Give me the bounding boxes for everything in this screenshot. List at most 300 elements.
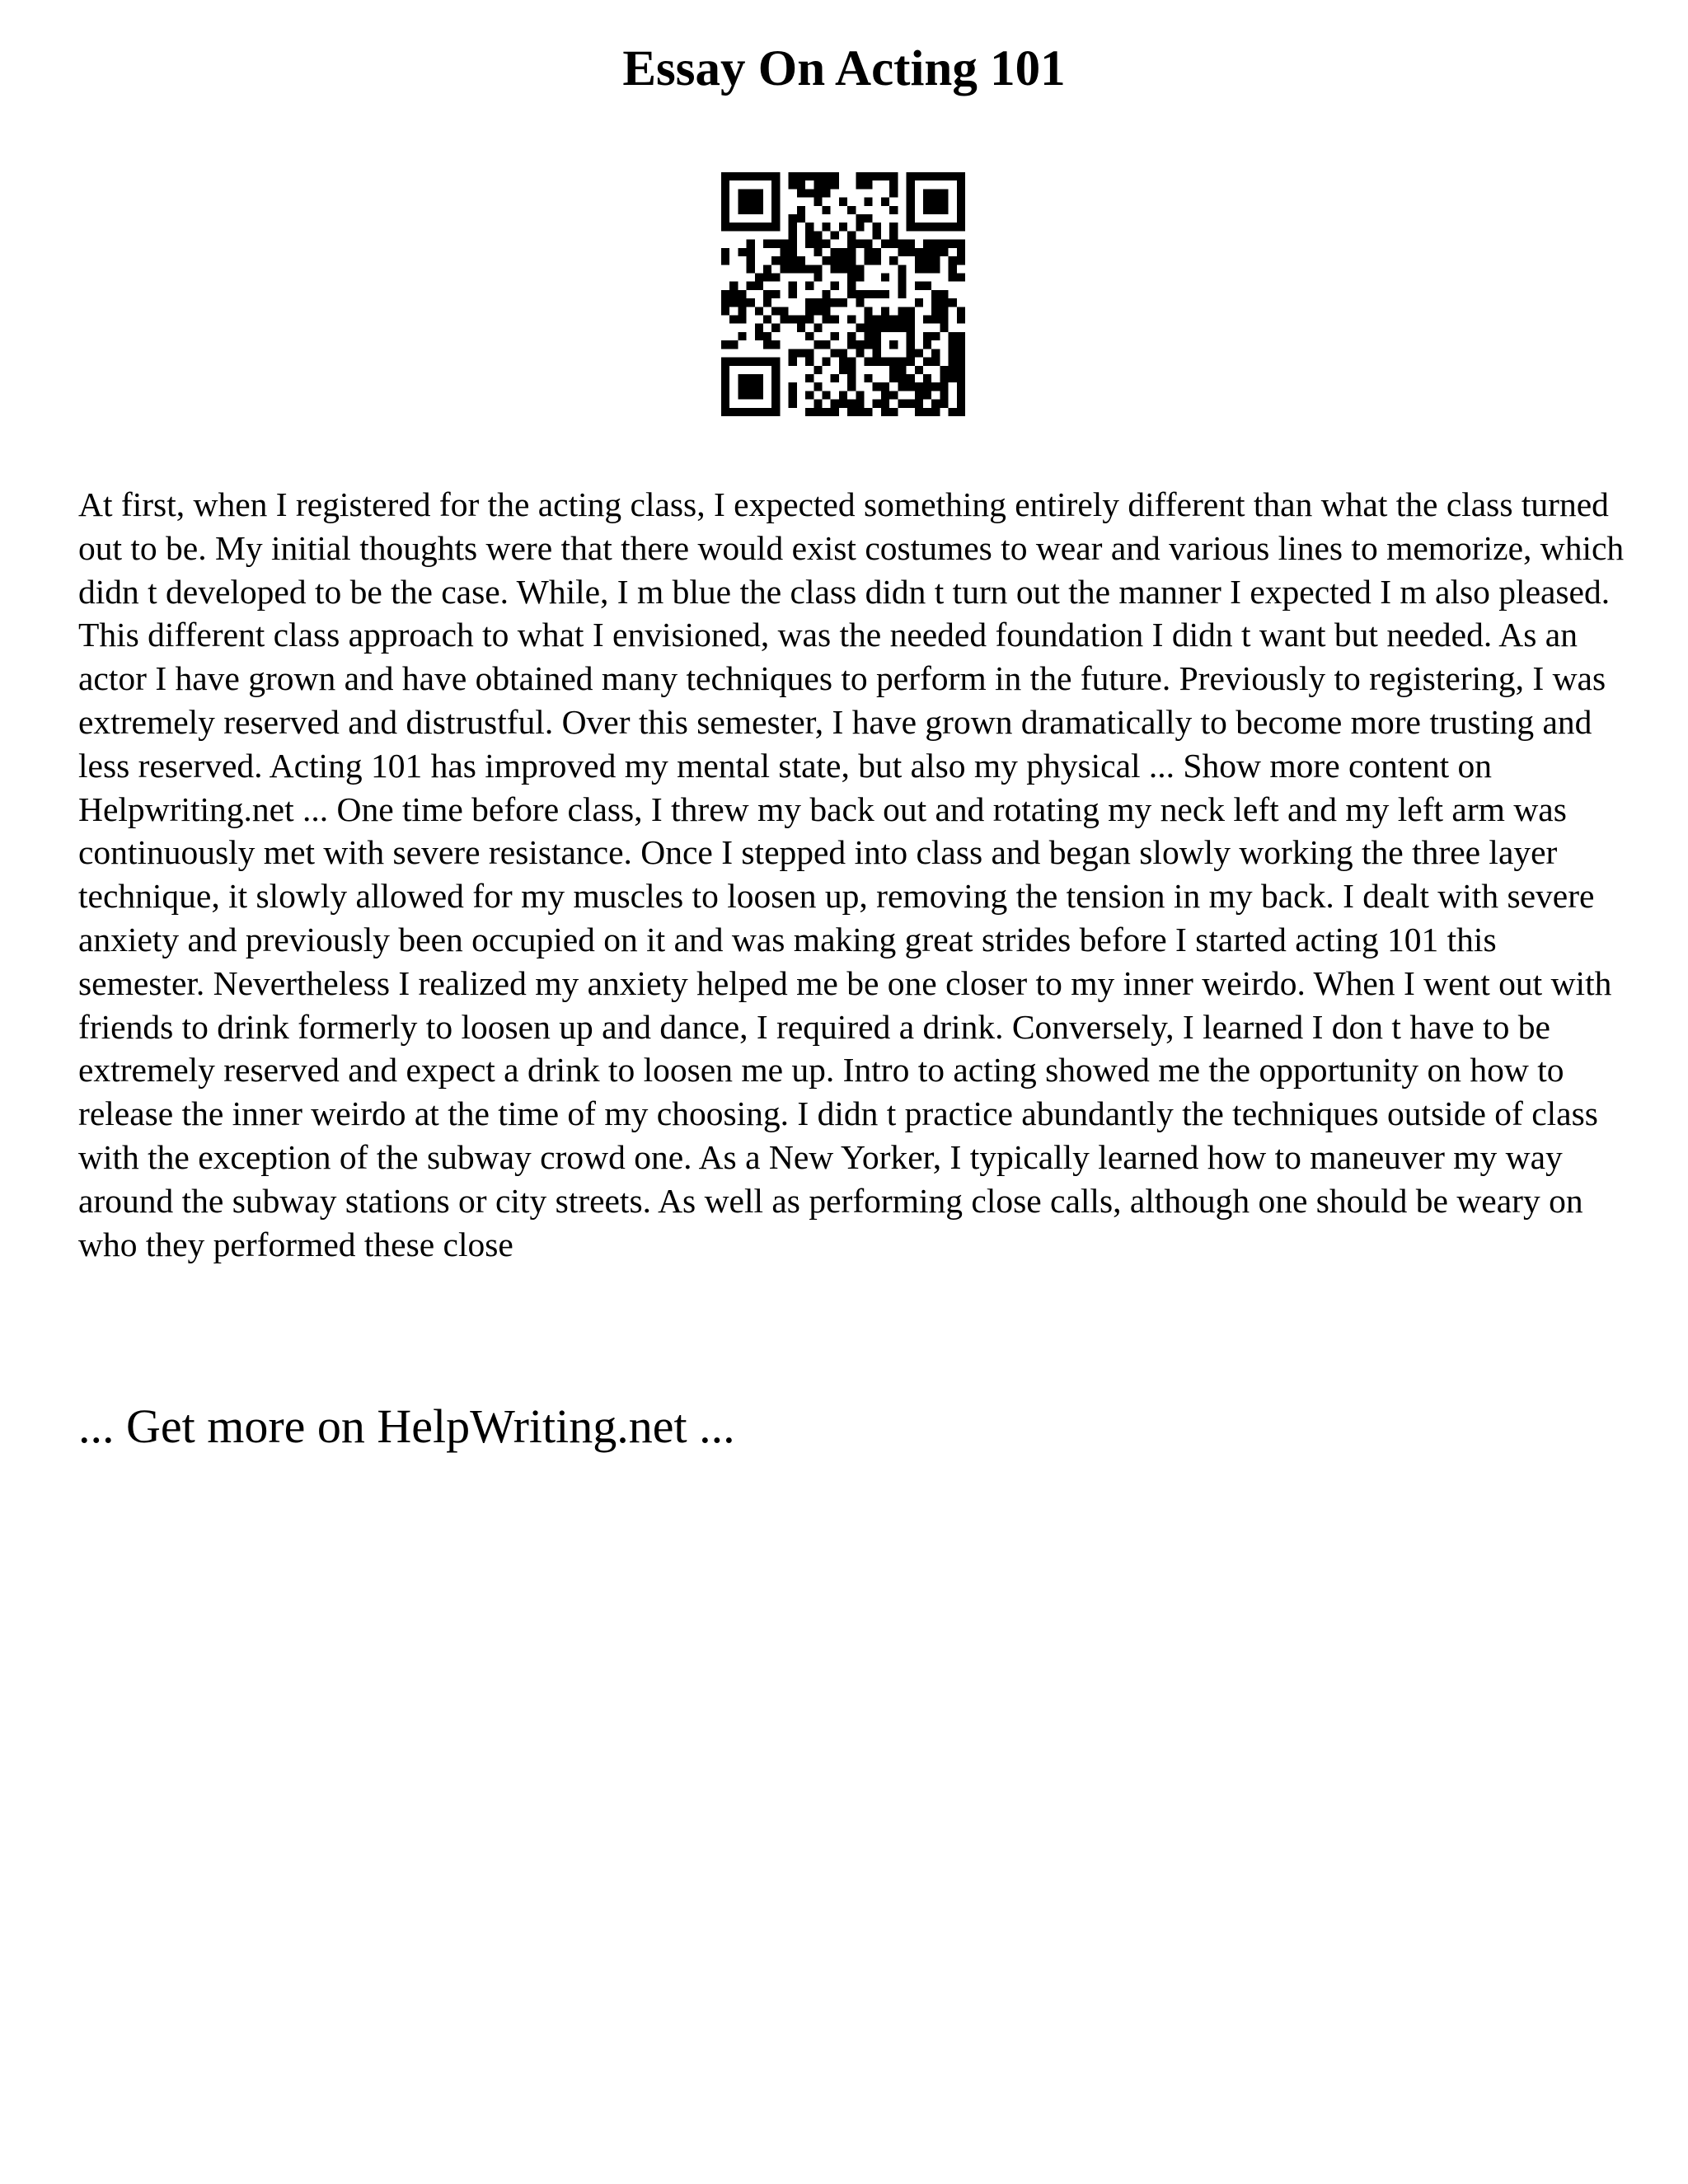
qr-module (881, 290, 889, 298)
qr-module (755, 189, 763, 197)
qr-module (957, 198, 965, 206)
qr-module (865, 198, 873, 206)
qr-module (907, 374, 915, 382)
qr-module (940, 172, 948, 180)
essay-body: At first, when I registered for the acting class, I expected something entirely different than what the class turned out to be. My initial thoughts were that there would exist costumes to wear and various lines to memorize, which didn t developed to be the case. While, I m blue the class didn t turn out the manner I expected I m also pleased. This different class approach to what I envisioned, was the needed foundation I didn t want but needed. As an actor I have grown and have obtained many techniques to perform in the future. Previously to registering, I was extremely reserved and distrustful. Over this semester, I have grown dramatically to become more trusting and less reserved. Acting 101 has improved my mental state, but also my physical ... Show more content on Helpwriting.net ... One time before class, I threw my back out and rotating my neck left and my left arm was continuously met with severe resistance. Once I stepped into class and began slowly working the three layer technique, it slowly allowed for my muscles to loosen up, removing the tension in my back. I dealt with severe anxiety and previously been occupied on it and was making great strides before I started acting 101 this semester. Nevertheless I realized my anxiety helped me be one closer to my inner weirdo. When I went out with friends to drink formerly to loosen up and dance, I required a drink. Conversely, I learned I don t have to be extremely reserved and expect a drink to loosen me up. Intro to acting showed me the opportunity on how to release the inner weirdo at the time of my choosing. I didn t practice abundantly the techniques outside of class with the exception of the subway crowd one. As a New Yorker, I typically learned how to maneuver my way around the subway stations or city streets. As well as performing close calls, although one should be weary on who they performed these close (78, 485, 1625, 1263)
qr-module (763, 273, 771, 281)
qr-module (931, 316, 940, 324)
qr-module (839, 265, 847, 273)
qr-module (949, 223, 957, 231)
qr-module (873, 248, 881, 256)
get-more-link[interactable]: ... Get more on HelpWriting.net ... (78, 1399, 735, 1453)
qr-module (931, 332, 940, 340)
qr-module (949, 374, 957, 382)
qr-module (957, 206, 965, 214)
qr-module (763, 265, 771, 273)
qr-module (957, 172, 965, 180)
qr-module (898, 282, 906, 290)
qr-module (771, 340, 780, 349)
qr-module (771, 290, 780, 298)
qr-module (822, 223, 830, 231)
qr-module (940, 366, 948, 374)
qr-module (949, 256, 957, 265)
qr-module (847, 248, 856, 256)
qr-module (771, 374, 780, 382)
qr-module (856, 391, 864, 399)
qr-module (814, 273, 822, 281)
qr-module (847, 240, 856, 248)
qr-module (789, 391, 797, 399)
qr-module (856, 349, 864, 357)
qr-module (738, 198, 746, 206)
qr-module (907, 358, 915, 366)
qr-module (780, 316, 788, 324)
qr-module (931, 248, 940, 256)
qr-module (839, 256, 847, 265)
qr-module (789, 316, 797, 324)
qr-module (721, 189, 729, 197)
qr-module (805, 189, 814, 197)
qr-module (923, 340, 931, 349)
qr-module (721, 198, 729, 206)
qr-module (755, 332, 763, 340)
qr-module (957, 332, 965, 340)
qr-module (814, 307, 822, 315)
qr-module (755, 374, 763, 382)
qr-module (898, 324, 906, 332)
qr-module (771, 172, 780, 180)
qr-module (915, 248, 923, 256)
qr-module (771, 206, 780, 214)
qr-module (865, 332, 873, 340)
qr-module (814, 366, 822, 374)
qr-module (789, 223, 797, 231)
qr-module (889, 172, 898, 180)
qr-module (847, 256, 856, 265)
qr-module (814, 231, 822, 239)
qr-module (923, 382, 931, 391)
qr-module (940, 400, 948, 408)
qr-module (915, 172, 923, 180)
qr-module (763, 358, 771, 366)
qr-module (907, 180, 915, 189)
qr-module (923, 240, 931, 248)
qr-module (865, 180, 873, 189)
qr-module (940, 382, 948, 391)
qr-module (763, 316, 771, 324)
qr-module (923, 198, 931, 206)
qr-module (873, 332, 881, 340)
qr-module (797, 180, 805, 189)
qr-module (763, 290, 771, 298)
qr-module (873, 340, 881, 349)
qr-module (789, 265, 797, 273)
qr-module (755, 282, 763, 290)
qr-module (771, 324, 780, 332)
qr-module (814, 324, 822, 332)
qr-module (738, 382, 746, 391)
qr-module (931, 400, 940, 408)
qr-module (923, 282, 931, 290)
qr-module (747, 223, 755, 231)
qr-module (763, 223, 771, 231)
qr-module (738, 223, 746, 231)
qr-module (738, 332, 746, 340)
qr-module (957, 248, 965, 256)
qr-module (856, 324, 864, 332)
qr-module (721, 400, 729, 408)
qr-module (822, 172, 830, 180)
qr-module (747, 374, 755, 382)
qr-module (805, 408, 814, 416)
qr-module (805, 358, 814, 366)
qr-module (729, 223, 738, 231)
qr-module (789, 349, 797, 357)
qr-module (907, 172, 915, 180)
qr-module (940, 240, 948, 248)
qr-module (865, 240, 873, 248)
qr-module (839, 223, 847, 231)
qr-module (915, 256, 923, 265)
qr-module (839, 400, 847, 408)
qr-module (721, 290, 729, 298)
qr-module (915, 382, 923, 391)
qr-module (856, 180, 864, 189)
qr-module (957, 349, 965, 357)
qr-module (847, 382, 856, 391)
qr-module (805, 332, 814, 340)
qr-module (738, 391, 746, 399)
qr-module (856, 400, 864, 408)
qr-module (923, 408, 931, 416)
qr-module (889, 206, 898, 214)
qr-module (931, 265, 940, 273)
qr-module (931, 290, 940, 298)
qr-module (898, 366, 906, 374)
qr-module (940, 316, 948, 324)
qr-module (957, 382, 965, 391)
qr-module (931, 206, 940, 214)
qr-module (898, 265, 906, 273)
qr-module (721, 374, 729, 382)
qr-module (907, 349, 915, 357)
qr-module (755, 206, 763, 214)
qr-module (949, 265, 957, 273)
qr-module (856, 265, 864, 273)
qr-module (763, 408, 771, 416)
qr-module (907, 240, 915, 248)
qr-module (873, 316, 881, 324)
qr-module (889, 231, 898, 239)
qr-module (865, 248, 873, 256)
qr-module (898, 358, 906, 366)
qr-module (915, 349, 923, 357)
qr-module (839, 298, 847, 307)
qr-module (805, 172, 814, 180)
qr-module (865, 408, 873, 416)
qr-module (898, 248, 906, 256)
qr-module (738, 374, 746, 382)
qr-module (949, 172, 957, 180)
qr-module (898, 290, 906, 298)
qr-module (881, 240, 889, 248)
qr-module (889, 316, 898, 324)
qr-module (949, 298, 957, 307)
qr-module (949, 358, 957, 366)
qr-module (822, 180, 830, 189)
qr-module (738, 248, 746, 256)
qr-module (839, 248, 847, 256)
qr-module (738, 298, 746, 307)
qr-module (789, 290, 797, 298)
qr-module (949, 273, 957, 281)
qr-module (755, 172, 763, 180)
qr-module (957, 273, 965, 281)
qr-module (889, 240, 898, 248)
qr-module (931, 256, 940, 265)
qr-module (805, 391, 814, 399)
qr-module (738, 206, 746, 214)
qr-module (907, 316, 915, 324)
qr-module (907, 332, 915, 340)
qr-module (957, 391, 965, 399)
qr-module (822, 189, 830, 197)
qr-module (865, 256, 873, 265)
qr-module (771, 273, 780, 281)
qr-module (797, 189, 805, 197)
qr-module (949, 349, 957, 357)
qr-module (721, 358, 729, 366)
qr-module (949, 332, 957, 340)
qr-module (923, 256, 931, 265)
qr-module (898, 273, 906, 281)
qr-module (763, 172, 771, 180)
qr-module (738, 358, 746, 366)
qr-module (856, 172, 864, 180)
qr-module (780, 240, 788, 248)
qr-module (822, 206, 830, 214)
qr-module (847, 408, 856, 416)
qr-module (865, 374, 873, 382)
page-title: Essay On Acting 101 (622, 41, 1066, 96)
qr-module (847, 231, 856, 239)
qr-module (881, 316, 889, 324)
qr-module (931, 172, 940, 180)
qr-module (729, 282, 738, 290)
qr-module (789, 282, 797, 290)
qr-module (881, 273, 889, 281)
qr-module (755, 391, 763, 399)
qr-module (957, 374, 965, 382)
qr-module (907, 223, 915, 231)
qr-module (873, 231, 881, 239)
qr-module (940, 189, 948, 197)
qr-module (889, 180, 898, 189)
qr-module (789, 214, 797, 223)
qr-module (721, 248, 729, 256)
qr-module (940, 248, 948, 256)
qr-module (747, 206, 755, 214)
qr-module (797, 265, 805, 273)
qr-module (847, 273, 856, 281)
qr-module (814, 248, 822, 256)
qr-module (898, 374, 906, 382)
qr-module (957, 256, 965, 265)
qr-module (898, 240, 906, 248)
qr-module (755, 273, 763, 281)
qr-module (940, 290, 948, 298)
qr-module (789, 358, 797, 366)
qr-module (721, 256, 729, 265)
qr-module (814, 340, 822, 349)
qr-module (797, 206, 805, 214)
qr-module (907, 189, 915, 197)
qr-module (865, 172, 873, 180)
qr-module (839, 358, 847, 366)
qr-module (940, 198, 948, 206)
qr-module (839, 391, 847, 399)
qr-module (923, 223, 931, 231)
qr-module (814, 408, 822, 416)
qr-module (797, 256, 805, 265)
qr-module (865, 307, 873, 315)
qr-module (907, 307, 915, 315)
qr-module (822, 290, 830, 298)
qr-module (873, 256, 881, 265)
qr-module (907, 400, 915, 408)
qr-module (923, 189, 931, 197)
qr-module (780, 248, 788, 256)
qr-module (940, 307, 948, 315)
qr-module (957, 340, 965, 349)
qr-module (780, 256, 788, 265)
qr-module (831, 332, 839, 340)
qr-module (814, 198, 822, 206)
qr-module (747, 240, 755, 248)
qr-module (873, 400, 881, 408)
qr-module (889, 366, 898, 374)
qr-module (957, 366, 965, 374)
qr-module (780, 307, 788, 315)
qr-module (865, 324, 873, 332)
qr-module (797, 316, 805, 324)
qr-module (721, 214, 729, 223)
qr-module (771, 189, 780, 197)
qr-module (831, 180, 839, 189)
qr-module (805, 282, 814, 290)
qr-module (873, 172, 881, 180)
qr-module (915, 366, 923, 374)
qr-module (915, 265, 923, 273)
qr-module (721, 223, 729, 231)
qr-module (755, 307, 763, 315)
qr-module (889, 189, 898, 197)
qr-module (747, 198, 755, 206)
qr-module (915, 391, 923, 399)
qr-module (814, 382, 822, 391)
qr-module (805, 240, 814, 248)
qr-module (822, 391, 830, 399)
qr-module (889, 256, 898, 265)
qr-module (755, 382, 763, 391)
qr-module (856, 340, 864, 349)
qr-module (881, 408, 889, 416)
qr-module (721, 206, 729, 214)
qr-module (729, 408, 738, 416)
qr-module (847, 316, 856, 324)
qr-module (771, 180, 780, 189)
qr-module (721, 408, 729, 416)
qr-module (847, 332, 856, 340)
qr-module (856, 298, 864, 307)
qr-module (873, 290, 881, 298)
qr-module (940, 206, 948, 214)
qr-module (822, 340, 830, 349)
qr-module (907, 248, 915, 256)
qr-module (797, 349, 805, 357)
qr-module (805, 265, 814, 273)
qr-module (771, 400, 780, 408)
qr-module (738, 189, 746, 197)
qr-module (856, 240, 864, 248)
qr-module (721, 391, 729, 399)
qr-module (805, 298, 814, 307)
qr-module (831, 172, 839, 180)
qr-module (923, 358, 931, 366)
qr-module (856, 408, 864, 416)
qr-module (721, 382, 729, 391)
qr-module (957, 240, 965, 248)
qr-module (907, 198, 915, 206)
qr-module (931, 240, 940, 248)
qr-module (907, 382, 915, 391)
qr-module (847, 290, 856, 298)
qr-module (839, 349, 847, 357)
qr-module (889, 358, 898, 366)
qr-module (949, 366, 957, 374)
qr-module (721, 180, 729, 189)
qr-module (831, 256, 839, 265)
qr-module (907, 206, 915, 214)
qr-module (771, 408, 780, 416)
qr-module (721, 340, 729, 349)
qr-module (747, 382, 755, 391)
qr-module (839, 366, 847, 374)
qr-module (865, 340, 873, 349)
qr-module (889, 374, 898, 382)
qr-module (771, 358, 780, 366)
qr-module (931, 189, 940, 197)
qr-module (881, 400, 889, 408)
qr-module (889, 223, 898, 231)
qr-code-icon (721, 172, 965, 416)
qr-module (721, 172, 729, 180)
qr-module (940, 223, 948, 231)
qr-module (907, 324, 915, 332)
qr-module (881, 324, 889, 332)
qr-module (771, 382, 780, 391)
qr-module (831, 265, 839, 273)
qr-module (747, 358, 755, 366)
qr-module (721, 307, 729, 315)
qr-module (805, 307, 814, 315)
qr-module (873, 358, 881, 366)
qr-module (805, 316, 814, 324)
qr-module (763, 298, 771, 307)
qr-module (957, 189, 965, 197)
qr-module (755, 408, 763, 416)
qr-module (814, 180, 822, 189)
